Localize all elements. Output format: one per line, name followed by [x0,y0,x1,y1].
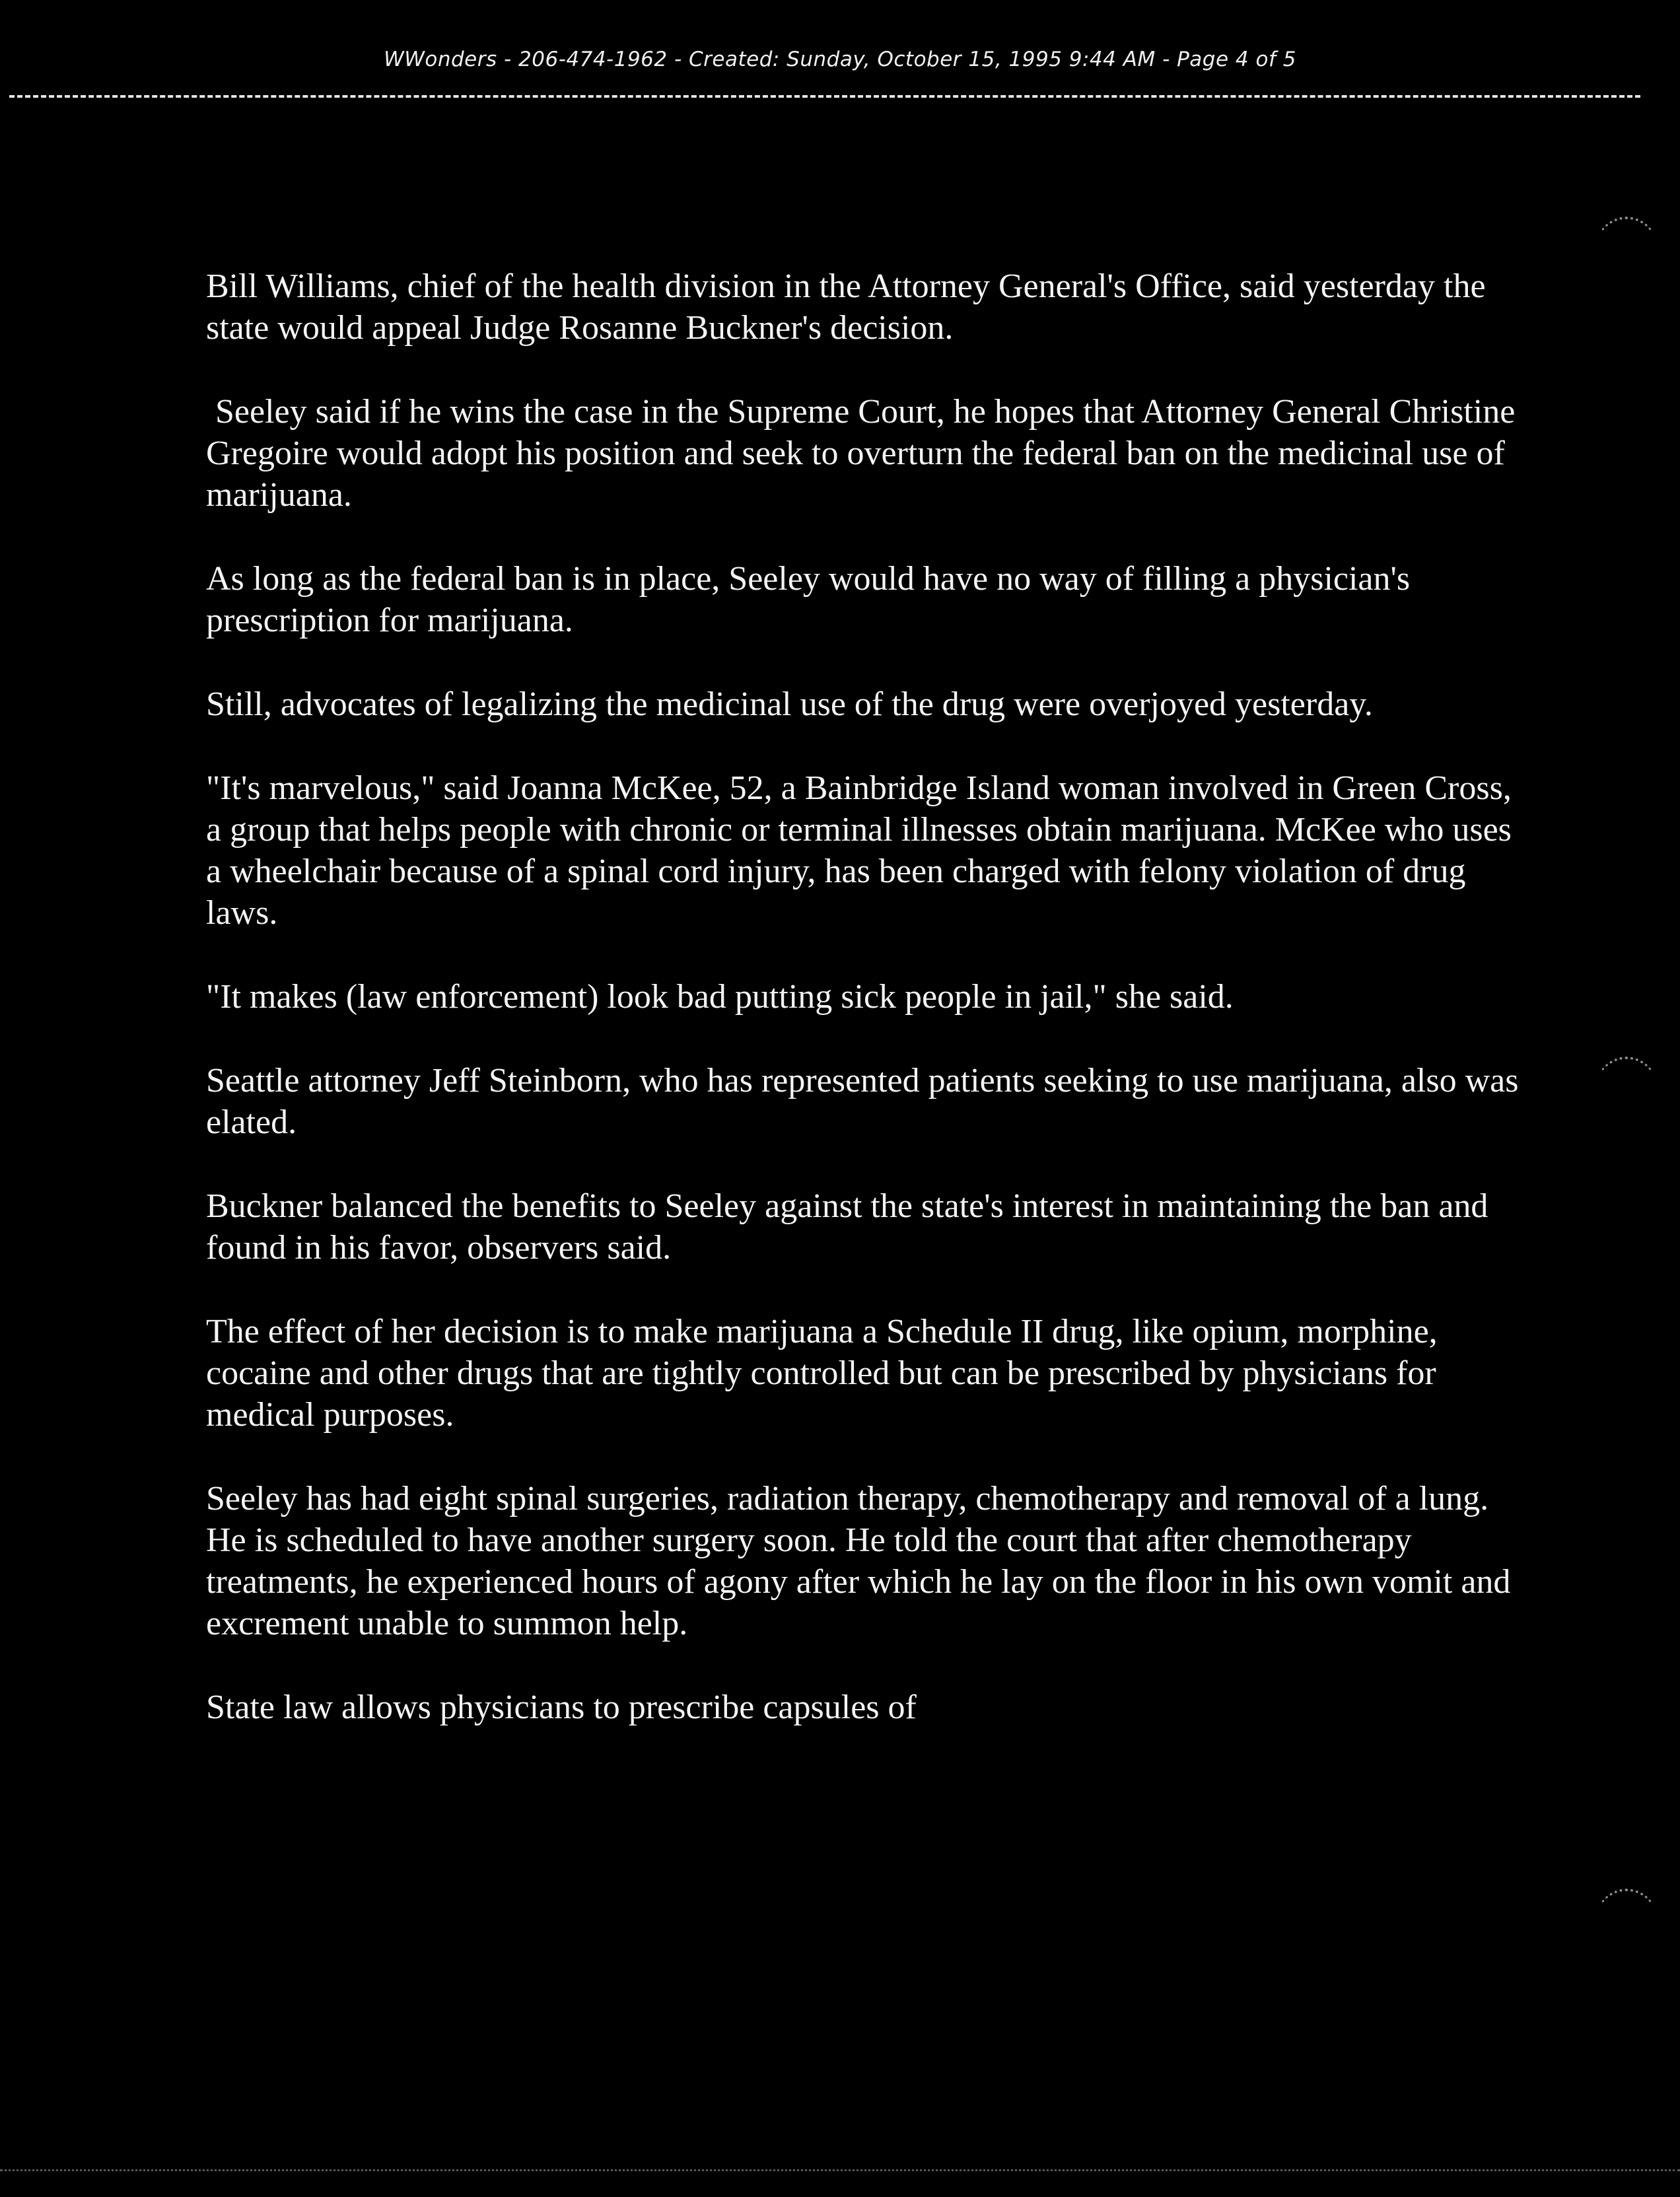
paragraph-9: The effect of her decision is to make marijuana a Schedule II drug, like opium, morphine, cocaine and other drugs that are tightly controlled but can be prescribed by physicians for medical purposes. [206,1313,1438,1434]
paragraph-10: Seeley has had eight spinal surgeries, radiation therapy, chemotherapy and removal of a lung. He is scheduled to have another surgery soon. He told the court that after chemotherapy treatments, he experienced hours of agony after which he lay on the floor in his own vomit and excrement unable to summon help. [206,1480,1511,1642]
paragraph-1: Bill Williams, chief of the health division in the Attorney General's Office, said yesterday the state would appeal Judge Rosanne Buckner's decision. [206,267,1486,347]
binder-hole-middle [1595,1057,1658,1120]
binder-hole-bottom [1595,1889,1658,1952]
fax-header-line: WWonders - 206-474-1962 - Created: Sunday, October 15, 1995 9:44 AM - Page 4 of 5 [384,48,1296,71]
paragraph-11: State law allows physicians to prescribe capsules of [206,1689,917,1726]
article-body [206,265,1527,1770]
binder-hole-top [1595,217,1658,280]
paragraph-2: Seeley said if he wins the case in the Supreme Court, he hopes that Attorney General Christine Gregoire would adopt his position and seek to overturn the federal ban on the medicinal use of marijuana. [206,393,1516,514]
paragraph-5: "It's marvelous," said Joanna McKee, 52, a Bainbridge Island woman involved in Green Cross, a group that helps people with chronic or terminal illnesses obtain marijuana. McKee who uses a wheelchair because of a spinal cord injury, has been charged with felony violation of drug laws. [206,769,1512,932]
paragraph-7: Seattle attorney Jeff Steinborn, who has represented patients seeking to use marijuana, also was elated. [206,1062,1519,1141]
footer-dotted-rule [0,2169,1680,2171]
header-dashed-rule [9,95,1640,98]
paragraph-4: Still, advocates of legalizing the medicinal use of the drug were overjoyed yesterday. [206,685,1373,723]
paragraph-8: Buckner balanced the benefits to Seeley against the state's interest in maintaining the ban and found in his favor, observers said. [206,1187,1488,1267]
paragraph-6: "It makes (law enforcement) look bad putting sick people in jail," she said. [206,978,1234,1016]
paragraph-3: As long as the federal ban is in place, Seeley would have no way of filling a physician's prescription for marijuana. [206,560,1411,639]
